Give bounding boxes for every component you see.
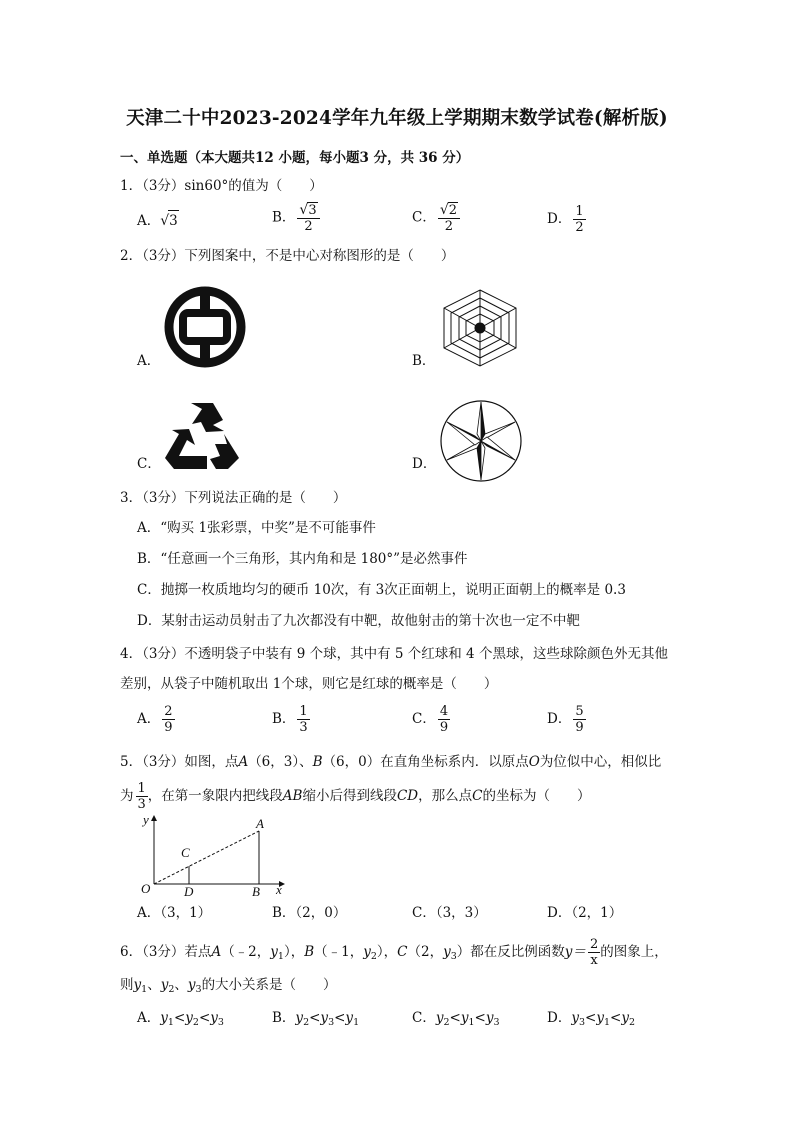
q5-option-d: D．（2，1） [547,905,623,921]
q6-line1: 6．（3分）若点A（﹣2，$y_1$），B（﹣1，$y_2$），C（2，$y_3$）都在反比例函数y＝ $\frac{2}{x}$ 的图象上， [120,937,668,968]
q4-line1: 4．（3分）不透明袋子中装有 9 个球，其中有 5 个红球和 4 个黑球，这些球除颜色外无其他 [120,646,668,662]
q1-option-a: A．√3 [137,210,179,231]
q2-option-b: B． [412,353,436,369]
q4-option-d: D． $\frac{5}{9}$ [547,704,584,735]
q5-option-a: A．（3，1） [137,905,212,921]
page-title: 天津二十中2023-2024学年九年级上学期期末数学试卷(解析版) [126,108,668,129]
figure-d-six-point-star [438,398,524,484]
q4-line2: 差别，从袋子中随机取出 1个球，则它是红球的概率是（ ） [120,676,498,692]
q1-stem: 1．（3分）sin60°的值为（ ） [120,178,323,194]
fig-label-b: B [252,884,260,898]
q1-option-d: D． $\frac{1}{2}$ [547,204,584,235]
fig-label-o: O [141,881,151,896]
figure-c-recycle-triangle [162,400,242,472]
q1-option-b: B． $\frac{√3}{2}$ [272,202,320,234]
q5-line1: 5．（3分）如图，点A（6，3）、B（6，0）在直角坐标系内．以原点O为位似中心，相似比 [120,754,662,770]
q6-line2: 则$y_1$、$y_2$、$y_3$的大小关系是（ ） [120,977,337,995]
q1-option-c: C． $\frac{√2}{2}$ [412,202,460,234]
fig-label-d: D [184,884,194,898]
q6-option-c: C．$y_2<y_1<y_3$ [412,1010,500,1028]
section-heading: 一、单选题（本大题共12 小题，每小题3 分，共 36 分） [120,150,470,166]
fig-label-x: x [276,882,282,897]
q3-option-c: C．抛掷一枚质地均匀的硬币 10次，有 3次正面朝上，说明正面朝上的概率是 0.3 [137,582,626,598]
q3-option-b: B．“任意画一个三角形，其内角和是 180°”是必然事件 [137,551,468,567]
q2-option-a: A． [137,353,161,369]
q2-stem: 2．（3分）下列图案中，不是中心对称图形的是（ ） [120,248,455,264]
q5-option-c: C．（3，3） [412,905,487,921]
q4-option-c: C． $\frac{4}{9}$ [412,704,449,735]
q6-option-b: B．$y_2<y_3<y_1$ [272,1010,360,1028]
q6-option-d: D．$y_3<y_1<y_2$ [547,1010,636,1028]
q4-option-b: B． $\frac{1}{3}$ [272,704,308,735]
fig-label-a: A [256,816,264,831]
fig-label-y: y [143,812,149,827]
q4-option-a: A． $\frac{2}{9}$ [137,704,173,735]
q3-stem: 3．（3分）下列说法正确的是（ ） [120,490,347,506]
q6-option-a: A．$y_1<y_2<y_3$ [137,1010,224,1028]
q5-option-b: B．（2，0） [272,905,347,921]
q5-line2: 为 $\frac{1}{3}$ ，在第一象限内把线段AB缩小后得到线段CD，那么点C的坐标为（ ） [120,781,591,812]
q3-option-d: D．某射击运动员射击了九次都没有中靶，故他射击的第十次也一定不中靶 [137,613,580,629]
q2-option-d: D． [412,456,437,472]
figure-b-hexagon-web [436,288,524,368]
q3-option-a: A．“购买 1张彩票，中奖”是不可能事件 [137,520,376,536]
q2-option-c: C． [137,456,161,472]
figure-a-bank-logo [162,284,248,370]
q5-coordinate-figure [138,812,288,898]
fig-label-c: C [181,845,190,860]
